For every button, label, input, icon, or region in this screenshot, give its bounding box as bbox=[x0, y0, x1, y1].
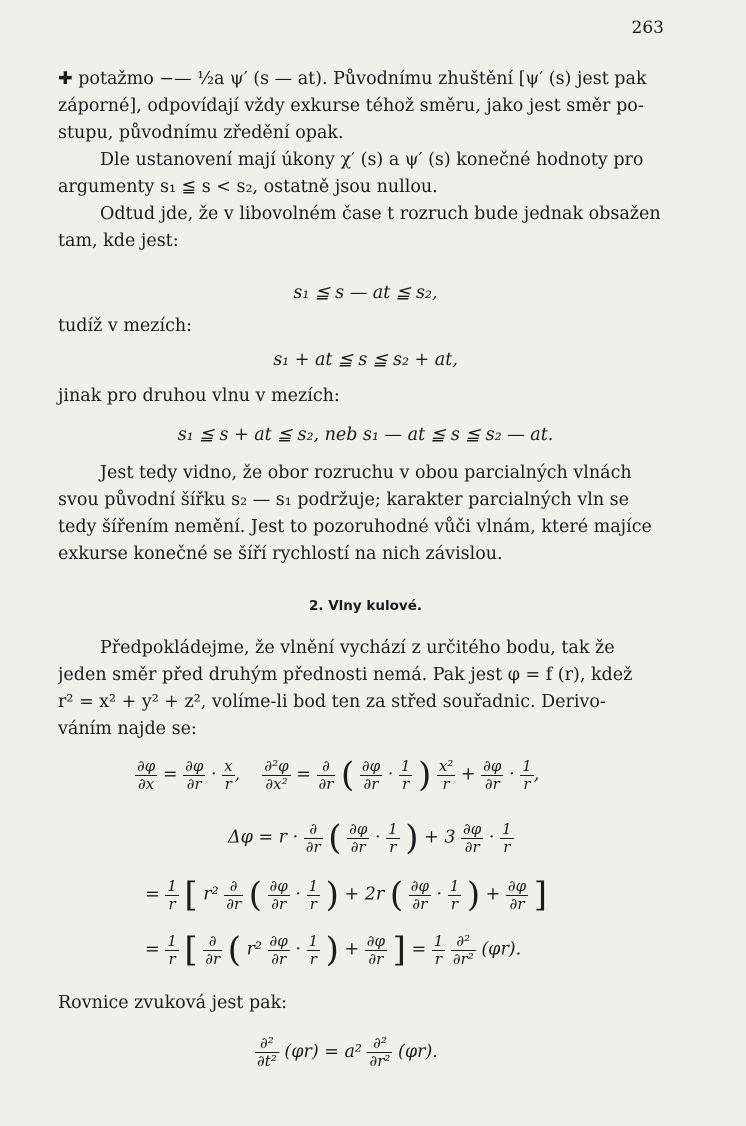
fraction: $\frac{\partial\varphi}{\partial r}$ bbox=[349, 819, 368, 856]
paragraph-4 bbox=[58, 460, 673, 568]
fraction: $\frac{1}{r}$ bbox=[433, 931, 444, 968]
fraction: $\frac{\partial}{\partial r}$ bbox=[226, 876, 242, 913]
equation-compact: = $\frac{1}{r}$ [ $\frac{\partial}{\partial r}$ ( r² $\frac{\partial\varphi}{\partial r}$ · $\frac{1}{r}$ ) + $\frac{\partial\varphi}{\partial r}$ ] = $\frac{1}{r}$ $\frac{\text{∂²}}{\text{∂r²}}$ (φr). bbox=[145, 930, 522, 970]
fraction: $\frac{\partial\varphi}{\partial r}$ bbox=[410, 876, 429, 913]
fraction: $\frac{1}{r}$ bbox=[449, 876, 460, 913]
fraction: $\frac{\partial\varphi}{\partial r}$ bbox=[507, 876, 527, 913]
text-line: tedy šířením nemění. Jest to pozoruhodné vůči vlnám, které majíce bbox=[58, 517, 652, 537]
text-line: Dle ustanovení mají úkony χ′ (s) a ψ′ (s) konečné hodnoty pro bbox=[100, 150, 644, 170]
text-line: ✚ potažmo −— ½a ψ′ (s — at). Původnímu zhuštění [ψ′ (s) jest pak bbox=[58, 69, 647, 89]
fraction: $\frac{1}{r}$ bbox=[388, 819, 398, 856]
fraction: $\frac{1}{r}$ bbox=[167, 876, 177, 913]
fraction: $\frac{x}{r}$ bbox=[224, 756, 233, 793]
fraction: $\frac{\partial\varphi}{\partial r}$ bbox=[269, 931, 288, 968]
text-line: Odtud jde, že v libovolném čase t rozruch bude jednak obsažen bbox=[100, 204, 661, 224]
text-line: váním najde se: bbox=[58, 719, 197, 739]
text-line: Předpokládejme, že vlnění vychází z určitého bodu, tak že bbox=[100, 638, 615, 658]
equation-wave: $\frac{\text{∂²}}{\text{∂t²}}$ (φr) = a² $\frac{\text{∂²}}{\text{∂r²}}$ (φr). bbox=[257, 1034, 438, 1070]
text-line: záporné], odpovídají vždy exkurse téhož směru, jako jest směr po- bbox=[58, 96, 644, 116]
equation-1: s₁ ≦ s — at ≦ s₂, bbox=[293, 283, 438, 303]
fraction: $\frac{1}{r}$ bbox=[502, 819, 512, 856]
equation-3: s₁ ≦ s + at ≦ s₂, neb s₁ — at ≦ s ≦ s₂ — at. bbox=[177, 425, 554, 445]
fraction: $\frac{\partial\varphi}{\partial r}$ bbox=[366, 931, 386, 968]
paragraph-1 bbox=[58, 66, 673, 147]
paragraph-3 bbox=[58, 201, 673, 255]
equation-derivatives: $\frac{\partial\varphi}{\partial x}$ = $\frac{\partial\varphi}{\partial r}$ · $\frac{x}{r}$ , $\frac{\text{∂²φ}}{\text{∂x²}}$ = $\frac{\partial}{\partial r}$ ( $\frac{\partial\varphi}{\partial r}$ · $\frac{1}{r}$ ) $\frac{\text{x²}}{r}$ + $\frac{\partial\varphi}{\partial r}$ · $\frac{1}{r}$ , bbox=[137, 755, 540, 795]
label-druhou-vlnu: jinak pro druhou vlnu v mezích: bbox=[58, 386, 340, 406]
paragraph-2 bbox=[58, 147, 673, 201]
equation-2: s₁ + at ≦ s ≦ s₂ + at, bbox=[273, 350, 458, 370]
fraction: $\frac{1}{r}$ bbox=[522, 756, 532, 793]
text-line: svou původní šířku s₂ — s₁ podržuje; karakter parcialných vln se bbox=[58, 490, 629, 510]
fraction: $\frac{\partial\varphi}{\partial x}$ bbox=[137, 756, 156, 793]
fraction: $\frac{\partial\varphi}{\partial r}$ bbox=[269, 876, 288, 913]
equation-expanded: = $\frac{1}{r}$ [ r² $\frac{\partial}{\partial r}$ ( $\frac{\partial\varphi}{\partial r}$ · $\frac{1}{r}$ ) + 2r ( $\frac{\partial\varphi}{\partial r}$ · $\frac{1}{r}$ ) + $\frac{\partial\varphi}{\partial r}$ ] bbox=[145, 875, 548, 915]
text-line: tam, kde jest: bbox=[58, 231, 179, 251]
fraction: $\frac{\partial}{\partial r}$ bbox=[205, 931, 221, 968]
fraction: $\frac{1}{r}$ bbox=[400, 756, 411, 793]
fraction: $\frac{1}{r}$ bbox=[308, 931, 319, 968]
page-number: 263 bbox=[631, 18, 664, 38]
fraction: $\frac{\text{∂²φ}}{\text{∂x²}}$ bbox=[264, 756, 289, 793]
section-heading: 2. Vlny kulové. bbox=[309, 598, 422, 614]
fraction: $\frac{\text{∂²}}{\text{∂r²}}$ bbox=[452, 931, 474, 968]
text-line: exkurse konečné se šíří rychlostí na nich závislou. bbox=[58, 544, 503, 564]
text-line: Jest tedy vidno, že obor rozruchu v obou parcialných vlnách bbox=[100, 463, 632, 483]
paragraph-5 bbox=[58, 635, 673, 743]
label-rovnice: Rovnice zvuková jest pak: bbox=[58, 993, 288, 1013]
fraction: $\frac{\partial\varphi}{\partial r}$ bbox=[463, 819, 482, 856]
label-tudiz: tudíž v mezích: bbox=[58, 316, 193, 336]
fraction: $\frac{\text{∂²}}{\text{∂r²}}$ bbox=[369, 1034, 391, 1070]
fraction: $\frac{1}{r}$ bbox=[167, 931, 177, 968]
fraction: $\frac{\partial\varphi}{\partial r}$ bbox=[185, 756, 204, 793]
fraction: $\frac{\text{∂²}}{\text{∂t²}}$ bbox=[257, 1034, 277, 1070]
fraction: $\frac{\partial}{\partial r}$ bbox=[318, 756, 334, 793]
text-line: stupu, původnímu zředění opak. bbox=[58, 123, 344, 143]
fraction: $\frac{1}{r}$ bbox=[308, 876, 319, 913]
equation-laplacian: Δφ = r · $\frac{\partial}{\partial r}$ ( $\frac{\partial\varphi}{\partial r}$ · $\frac{1}{r}$ ) + 3 $\frac{\partial\varphi}{\partial r}$ · $\frac{1}{r}$ bbox=[228, 818, 512, 858]
fraction: $\frac{\partial}{\partial r}$ bbox=[305, 819, 321, 856]
fraction: $\frac{\text{x²}}{r}$ bbox=[438, 756, 454, 793]
fraction: $\frac{\partial\varphi}{\partial r}$ bbox=[361, 756, 381, 793]
text-line: argumenty s₁ ≦ s < s₂, ostatně jsou nullou. bbox=[58, 177, 438, 197]
fraction: $\frac{\partial\varphi}{\partial r}$ bbox=[483, 756, 502, 793]
text-line: jeden směr před druhým přednosti nemá. Pak jest φ = f (r), kdež bbox=[58, 665, 633, 685]
text-line: r² = x² + y² + z², volíme-li bod ten za střed souřadnic. Derivo- bbox=[58, 692, 606, 712]
